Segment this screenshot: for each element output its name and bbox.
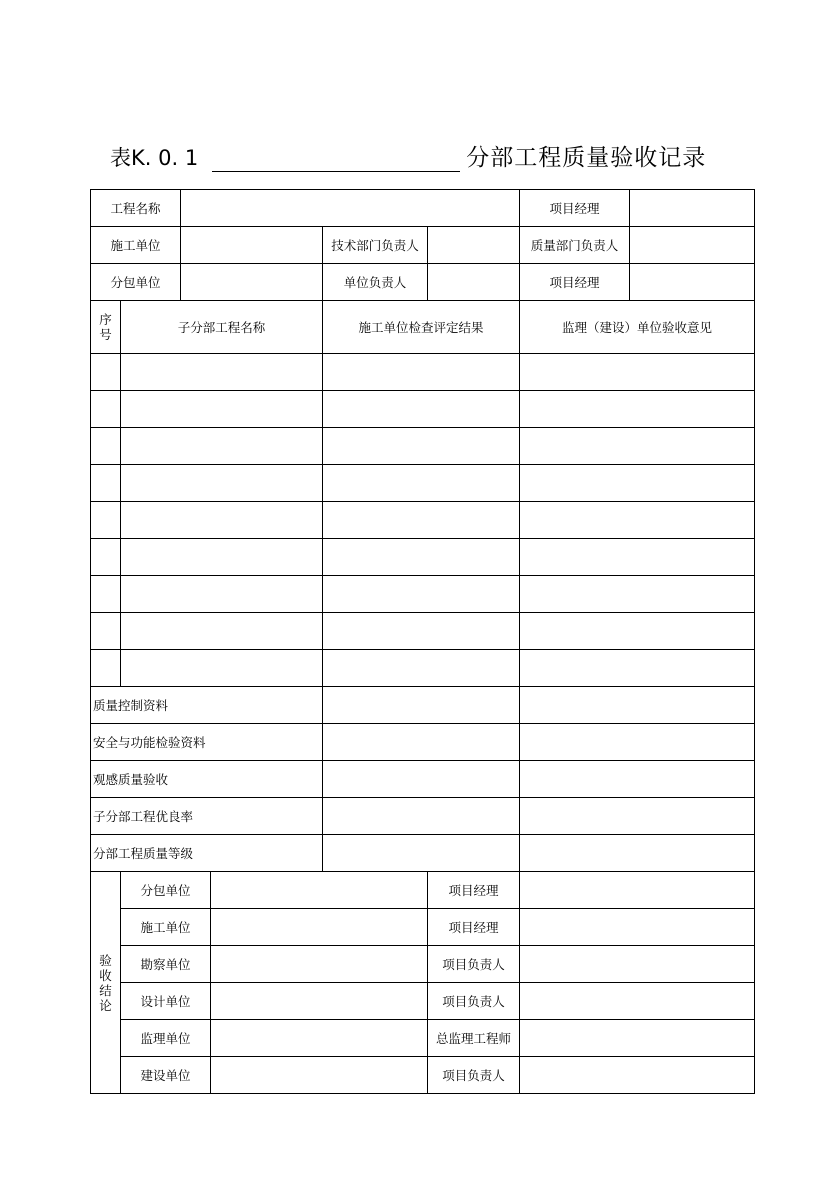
- check-result-header: 施工单位检查评定结果: [323, 301, 520, 354]
- table-row: [91, 650, 755, 687]
- construction-unit-label: 施工单位: [91, 227, 181, 264]
- acceptance-signature-field[interactable]: [520, 983, 755, 1020]
- seq-cell[interactable]: [91, 650, 121, 687]
- summary-label: 质量控制资料: [91, 687, 323, 724]
- acceptance-role-label: 项目负责人: [428, 946, 520, 983]
- summary-row: [91, 761, 755, 798]
- record-table: [90, 189, 755, 1094]
- sub-name-cell[interactable]: [121, 354, 323, 391]
- table-row: [91, 502, 755, 539]
- acceptance-role-label: 项目负责人: [428, 1057, 520, 1094]
- project-manager-field[interactable]: [630, 190, 755, 227]
- summary-result-cell[interactable]: [323, 798, 520, 835]
- summary-row: [91, 724, 755, 761]
- sub-name-cell[interactable]: [121, 465, 323, 502]
- check-result-cell[interactable]: [323, 576, 520, 613]
- supervision-opinion-cell[interactable]: [520, 613, 755, 650]
- title-blank-line[interactable]: [212, 147, 460, 172]
- acceptance-conclusion-label: [91, 872, 121, 1094]
- sub-name-cell[interactable]: [121, 391, 323, 428]
- seq-header: [91, 301, 121, 354]
- tech-dept-head-field[interactable]: [428, 227, 520, 264]
- check-result-cell[interactable]: [323, 539, 520, 576]
- acceptance-signature-field[interactable]: [520, 1020, 755, 1057]
- acceptance-unit-field[interactable]: [211, 983, 428, 1020]
- acceptance-row: [91, 909, 755, 946]
- subcontractor-field[interactable]: [181, 264, 323, 301]
- sub-name-cell[interactable]: [121, 539, 323, 576]
- check-result-cell[interactable]: [323, 650, 520, 687]
- acceptance-row: [91, 983, 755, 1020]
- acceptance-signature-field[interactable]: [520, 1057, 755, 1094]
- acceptance-unit-field[interactable]: [211, 872, 428, 909]
- table-row: [91, 391, 755, 428]
- unit-head-field[interactable]: [428, 264, 520, 301]
- sub-name-header: 子分部工程名称: [121, 301, 323, 354]
- form-code: 表K. 0. 1: [110, 146, 199, 170]
- acceptance-unit-label: 监理单位: [121, 1020, 211, 1057]
- summary-opinion-cell[interactable]: [520, 835, 755, 872]
- seq-cell[interactable]: [91, 428, 121, 465]
- table-row: [91, 428, 755, 465]
- sub-name-cell[interactable]: [121, 613, 323, 650]
- acceptance-label-char: 论: [99, 997, 112, 1013]
- table-row: [91, 465, 755, 502]
- form-name: 分部工程质量验收记录: [466, 145, 707, 171]
- acceptance-unit-label: 设计单位: [121, 983, 211, 1020]
- summary-row: [91, 687, 755, 724]
- project-name-field[interactable]: [181, 190, 520, 227]
- seq-header-char: 序: [99, 312, 112, 327]
- tech-dept-head-label: 技术部门负责人: [323, 227, 428, 264]
- acceptance-role-label: 项目经理: [428, 909, 520, 946]
- acceptance-label-char: 收: [99, 967, 112, 983]
- summary-opinion-cell[interactable]: [520, 724, 755, 761]
- supervision-opinion-cell[interactable]: [520, 428, 755, 465]
- summary-opinion-cell[interactable]: [520, 687, 755, 724]
- summary-result-cell[interactable]: [323, 835, 520, 872]
- quality-dept-head-label: 质量部门负责人: [520, 227, 630, 264]
- acceptance-unit-field[interactable]: [211, 909, 428, 946]
- summary-result-cell[interactable]: [323, 724, 520, 761]
- check-result-cell[interactable]: [323, 391, 520, 428]
- form-title: [110, 132, 706, 172]
- sub-name-cell[interactable]: [121, 502, 323, 539]
- project-manager-field-2[interactable]: [630, 264, 755, 301]
- table-row: [91, 576, 755, 613]
- acceptance-role-label: 项目经理: [428, 872, 520, 909]
- summary-opinion-cell[interactable]: [520, 761, 755, 798]
- supervision-opinion-cell[interactable]: [520, 539, 755, 576]
- project-name-label: 工程名称: [91, 190, 181, 227]
- seq-header-char: 号: [99, 327, 112, 342]
- seq-cell[interactable]: [91, 613, 121, 650]
- acceptance-role-label: 总监理工程师: [428, 1020, 520, 1057]
- acceptance-row: [91, 872, 755, 909]
- summary-result-cell[interactable]: [323, 761, 520, 798]
- project-manager-label: 项目经理: [520, 190, 630, 227]
- acceptance-row: [91, 1020, 755, 1057]
- construction-unit-field[interactable]: [181, 227, 323, 264]
- acceptance-label-char: 验: [99, 952, 112, 968]
- summary-label: 子分部工程优良率: [91, 798, 323, 835]
- summary-row: [91, 798, 755, 835]
- check-result-cell[interactable]: [323, 613, 520, 650]
- acceptance-signature-field[interactable]: [520, 872, 755, 909]
- table-row: [91, 354, 755, 391]
- acceptance-label-char: 结: [99, 982, 112, 998]
- supervision-opinion-cell[interactable]: [520, 391, 755, 428]
- table-row: [91, 539, 755, 576]
- summary-label: 观感质量验收: [91, 761, 323, 798]
- seq-cell[interactable]: [91, 502, 121, 539]
- seq-cell[interactable]: [91, 391, 121, 428]
- acceptance-unit-label: 建设单位: [121, 1057, 211, 1094]
- supervision-opinion-cell[interactable]: [520, 465, 755, 502]
- supervision-opinion-cell[interactable]: [520, 502, 755, 539]
- supervision-opinion-header: 监理（建设）单位验收意见: [520, 301, 755, 354]
- acceptance-role-label: 项目负责人: [428, 983, 520, 1020]
- acceptance-row: [91, 1057, 755, 1094]
- seq-cell[interactable]: [91, 539, 121, 576]
- table-row: [91, 613, 755, 650]
- check-result-cell[interactable]: [323, 502, 520, 539]
- supervision-opinion-cell[interactable]: [520, 576, 755, 613]
- unit-head-label: 单位负责人: [323, 264, 428, 301]
- summary-row: [91, 835, 755, 872]
- acceptance-signature-field[interactable]: [520, 946, 755, 983]
- supervision-opinion-cell[interactable]: [520, 650, 755, 687]
- project-manager-label-2: 项目经理: [520, 264, 630, 301]
- supervision-opinion-cell[interactable]: [520, 354, 755, 391]
- acceptance-unit-field[interactable]: [211, 946, 428, 983]
- check-result-cell[interactable]: [323, 428, 520, 465]
- seq-cell[interactable]: [91, 354, 121, 391]
- seq-cell[interactable]: [91, 576, 121, 613]
- sub-name-cell[interactable]: [121, 576, 323, 613]
- acceptance-unit-field[interactable]: [211, 1057, 428, 1094]
- acceptance-unit-label: 分包单位: [121, 872, 211, 909]
- acceptance-row: [91, 946, 755, 983]
- acceptance-unit-label: 施工单位: [121, 909, 211, 946]
- sub-name-cell[interactable]: [121, 428, 323, 465]
- check-result-cell[interactable]: [323, 354, 520, 391]
- sub-name-cell[interactable]: [121, 650, 323, 687]
- check-result-cell[interactable]: [323, 465, 520, 502]
- summary-opinion-cell[interactable]: [520, 798, 755, 835]
- summary-result-cell[interactable]: [323, 687, 520, 724]
- acceptance-unit-label: 勘察单位: [121, 946, 211, 983]
- summary-label: 分部工程质量等级: [91, 835, 323, 872]
- subcontractor-label: 分包单位: [91, 264, 181, 301]
- quality-dept-head-field[interactable]: [630, 227, 755, 264]
- summary-label: 安全与功能检验资料: [91, 724, 323, 761]
- acceptance-signature-field[interactable]: [520, 909, 755, 946]
- seq-cell[interactable]: [91, 465, 121, 502]
- acceptance-unit-field[interactable]: [211, 1020, 428, 1057]
